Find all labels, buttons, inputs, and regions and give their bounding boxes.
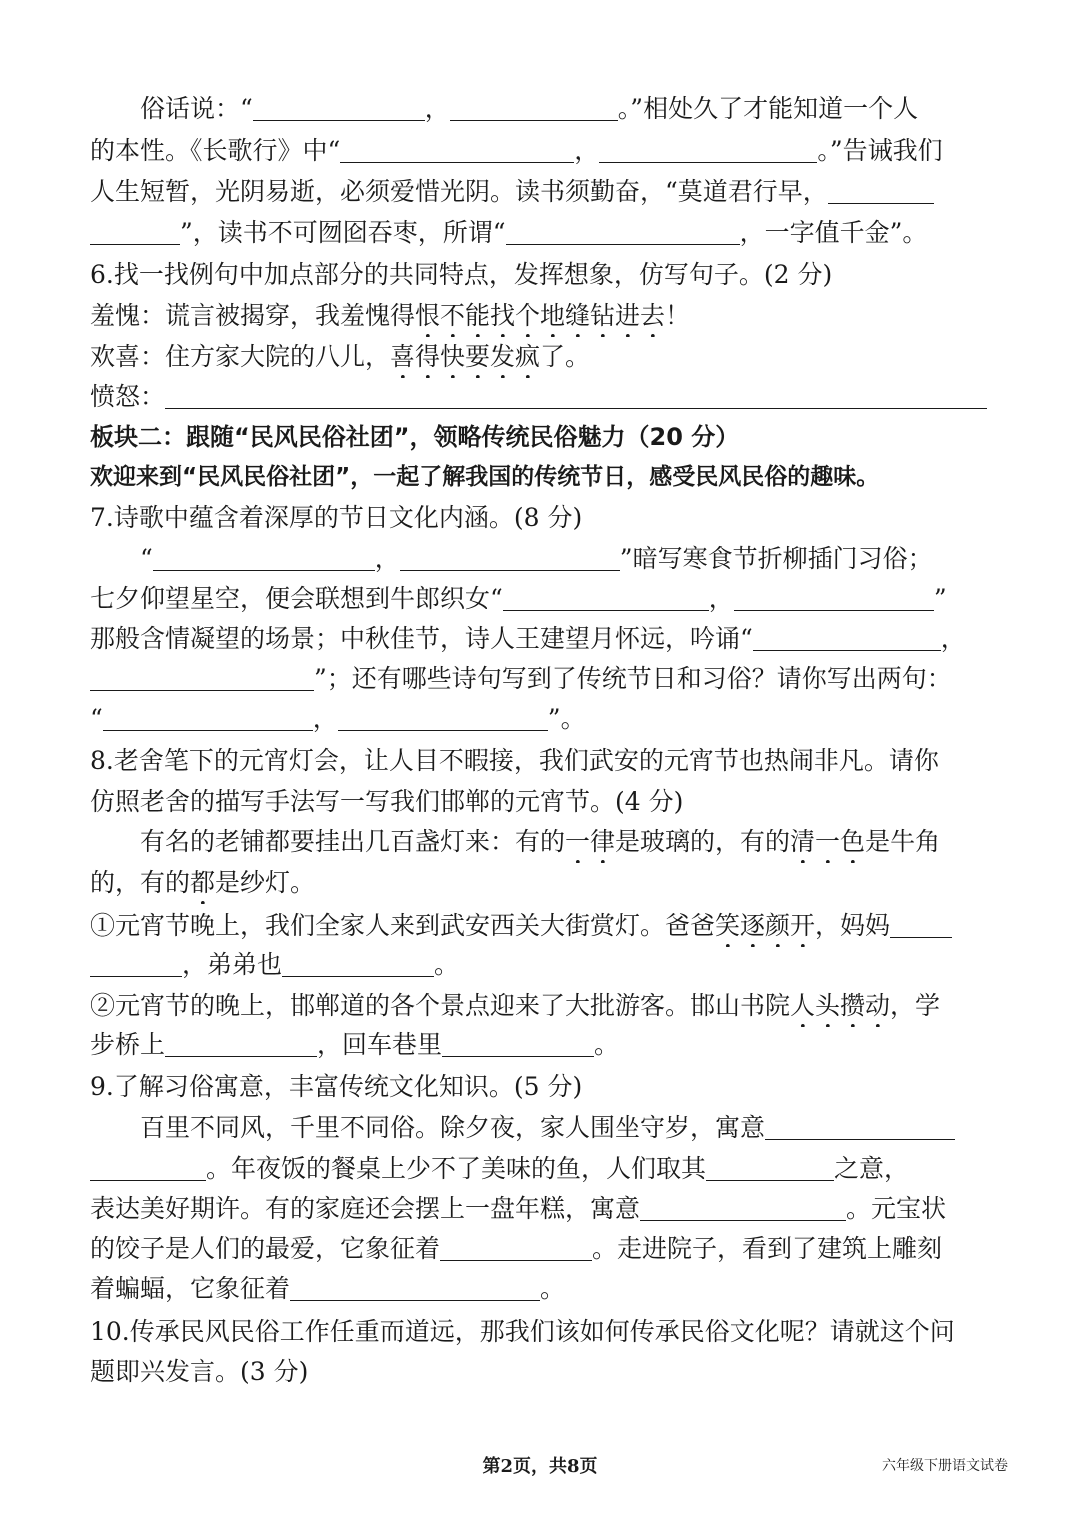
answer-blank[interactable] (503, 580, 709, 611)
text: ， (424, 94, 450, 123)
example-line (90, 336, 992, 378)
text: “ (90, 704, 103, 733)
question-9-title: 9.了解习俗寓意，丰富传统文化知识。(5 分) (90, 1072, 583, 1101)
text: ”；还有哪些诗句写到了传统节日和习俗？请你写出两句： (314, 664, 952, 693)
text-line (90, 1148, 992, 1190)
text-line (90, 1107, 992, 1149)
text: 表达美好期许。有的家庭还会摆上一盘年糕，寓意 (90, 1194, 641, 1223)
text-line (90, 538, 992, 580)
text: 人生短暂，光阴易逝，必须爱惜光阴。读书须勤奋，“莫道君行早， (90, 177, 828, 206)
text: ”。 (547, 704, 586, 733)
answer-blank[interactable] (506, 214, 740, 245)
section-intro: 欢迎来到“民风民俗社团”，一起了解我国的传统节日，感受民风民俗的趣味。 (90, 464, 880, 490)
text: 是牛角 (865, 827, 941, 856)
question-10-title: 题即兴发言。(3 分) (90, 1357, 309, 1386)
text: 那般含情凝望的场景；中秋佳节，诗人王建望月怀远，吟诵“ (90, 624, 753, 653)
text-line (90, 212, 992, 254)
answer-blank[interactable] (599, 132, 817, 163)
answer-blank[interactable] (165, 1026, 317, 1057)
text: 。走进院子，看到了建筑上雕刻 (592, 1234, 943, 1263)
text: 。 (594, 1030, 620, 1059)
answer-blank[interactable] (165, 378, 987, 409)
answer-blank[interactable] (734, 580, 934, 611)
text: 。元宝状 (846, 1194, 947, 1223)
text-line (90, 130, 992, 172)
text-line (90, 905, 992, 947)
text: 百里不同风，千里不同俗。除夕夜，家人围坐守岁，寓意 (140, 1113, 766, 1142)
text: 。 (540, 1274, 566, 1303)
example-line (90, 295, 992, 337)
text: 。”相处久了才能知道一个人 (617, 94, 919, 123)
emphasized-text: 清一色 (790, 827, 866, 856)
question-6-title: 6.找一找例句中加点部分的共同特点，发挥想象，仿写句子。(2 分) (90, 260, 833, 289)
text: 是纱灯。 (215, 868, 316, 897)
text: 是玻璃的，有的 (615, 827, 791, 856)
text: 欢喜：住方家大院的八儿， (90, 342, 391, 371)
answer-blank[interactable] (282, 946, 434, 977)
question-8-title: 8.老舍笔下的元宵灯会，让人目不暇接，我们武安的元宵节也热闹非凡。请你 (90, 746, 939, 775)
text: ， (574, 136, 600, 165)
text: 俗话说：“ (140, 94, 253, 123)
answer-blank[interactable] (340, 132, 574, 163)
text-line (90, 944, 992, 986)
text: 愤怒： (90, 382, 166, 411)
emphasized-text: 喜得快要发疯 (390, 342, 541, 371)
answer-blank[interactable] (442, 1026, 594, 1057)
text-line (90, 171, 992, 213)
answer-blank[interactable] (90, 660, 314, 691)
text: 的，有的 (90, 868, 191, 897)
text-line (90, 698, 992, 740)
text: ” (933, 584, 947, 613)
text: “ (140, 544, 153, 573)
answer-blank[interactable] (828, 173, 934, 204)
page-number: 第2页，共8页 (482, 1456, 598, 1477)
text: 羞愧：谎言被揭穿，我羞愧得 (90, 301, 416, 330)
text: ， (374, 544, 400, 573)
text: 。 (434, 950, 460, 979)
emphasized-text: 恨不能找个地缝钻进去 (415, 301, 666, 330)
text: ，弟弟也 (182, 950, 283, 979)
text: 。”告诫我们 (817, 136, 943, 165)
text-line (90, 1228, 992, 1270)
answer-blank[interactable] (338, 700, 548, 731)
text-line (90, 1024, 992, 1066)
text: ②元宵节的晚上，邯郸道的各个景点迎来了大批游客。邯山书院 (90, 991, 791, 1020)
text-line (90, 618, 992, 660)
answer-blank[interactable] (706, 1150, 834, 1181)
text-line (90, 1268, 992, 1310)
emphasized-text: 笑逐颜开 (715, 911, 816, 940)
answer-blank[interactable] (400, 540, 620, 571)
answer-blank[interactable] (253, 90, 425, 121)
text: 。年夜饭的餐桌上少不了美味的鱼，人们取其 (206, 1154, 707, 1183)
answer-blank[interactable] (153, 540, 375, 571)
answer-blank[interactable] (90, 214, 180, 245)
answer-blank[interactable] (90, 946, 182, 977)
question-10-title: 10.传承民风民俗工作任重而道远，那我们该如何传承民俗文化呢？请就这个问 (90, 1317, 955, 1346)
text-line (90, 1188, 992, 1230)
answer-line (90, 376, 992, 418)
question-8-title: 仿照老舍的描写手法写一写我们邯郸的元宵节。(4 分) (90, 787, 684, 816)
emphasized-text: 人头攒动 (790, 991, 891, 1020)
emphasized-text: 一律 (565, 827, 616, 856)
example-line (90, 862, 992, 904)
text-line (90, 578, 992, 620)
text: ，一字值千金”。 (739, 218, 928, 247)
emphasized-text: 都 (190, 868, 216, 897)
answer-blank[interactable] (450, 90, 618, 121)
answer-blank[interactable] (765, 1109, 955, 1140)
text: 步桥上 (90, 1030, 166, 1059)
answer-blank[interactable] (753, 620, 941, 651)
question-7-title: 7.诗歌中蕴含着深厚的节日文化内涵。(8 分) (90, 503, 583, 532)
text: ，学 (890, 991, 941, 1020)
text: ， (312, 704, 338, 733)
text: 的本性。《长歌行》中“ (90, 136, 341, 165)
answer-blank[interactable] (103, 700, 313, 731)
answer-blank[interactable] (90, 1150, 206, 1181)
answer-blank[interactable] (290, 1270, 540, 1301)
answer-blank[interactable] (440, 1230, 592, 1261)
answer-blank[interactable] (640, 1190, 846, 1221)
exam-label: 六年级下册语文试卷 (882, 1458, 1008, 1474)
text: ①元宵节晚上，我们全家人来到武安西关大街赏灯。爸爸 (90, 911, 716, 940)
text-line (90, 658, 992, 700)
text: ，妈妈 (815, 911, 891, 940)
text: ，回车巷里 (317, 1030, 443, 1059)
text: 了。 (540, 342, 591, 371)
text: ， (708, 584, 734, 613)
text: 七夕仰望星空，便会联想到牛郎织女“ (90, 584, 503, 613)
text: 的饺子是人们的最爱，它象征着 (90, 1234, 441, 1263)
text: ”，读书不可囫囵吞枣，所谓“ (180, 218, 506, 247)
text: 之意， (834, 1154, 910, 1183)
text: ！ (665, 301, 691, 330)
text: ， (940, 624, 966, 653)
text: 有名的老铺都要挂出几百盏灯来：有的 (140, 827, 566, 856)
text: ”暗写寒食节折柳插门习俗； (619, 544, 933, 573)
text-line (90, 985, 992, 1027)
text: 着蝙蝠，它象征着 (90, 1274, 291, 1303)
section-heading: 板块二：跟随“民风民俗社团”，领略传统民俗魅力（20 分） (90, 423, 740, 451)
answer-blank[interactable] (890, 907, 952, 938)
example-line (90, 821, 992, 863)
text-line (90, 88, 992, 130)
